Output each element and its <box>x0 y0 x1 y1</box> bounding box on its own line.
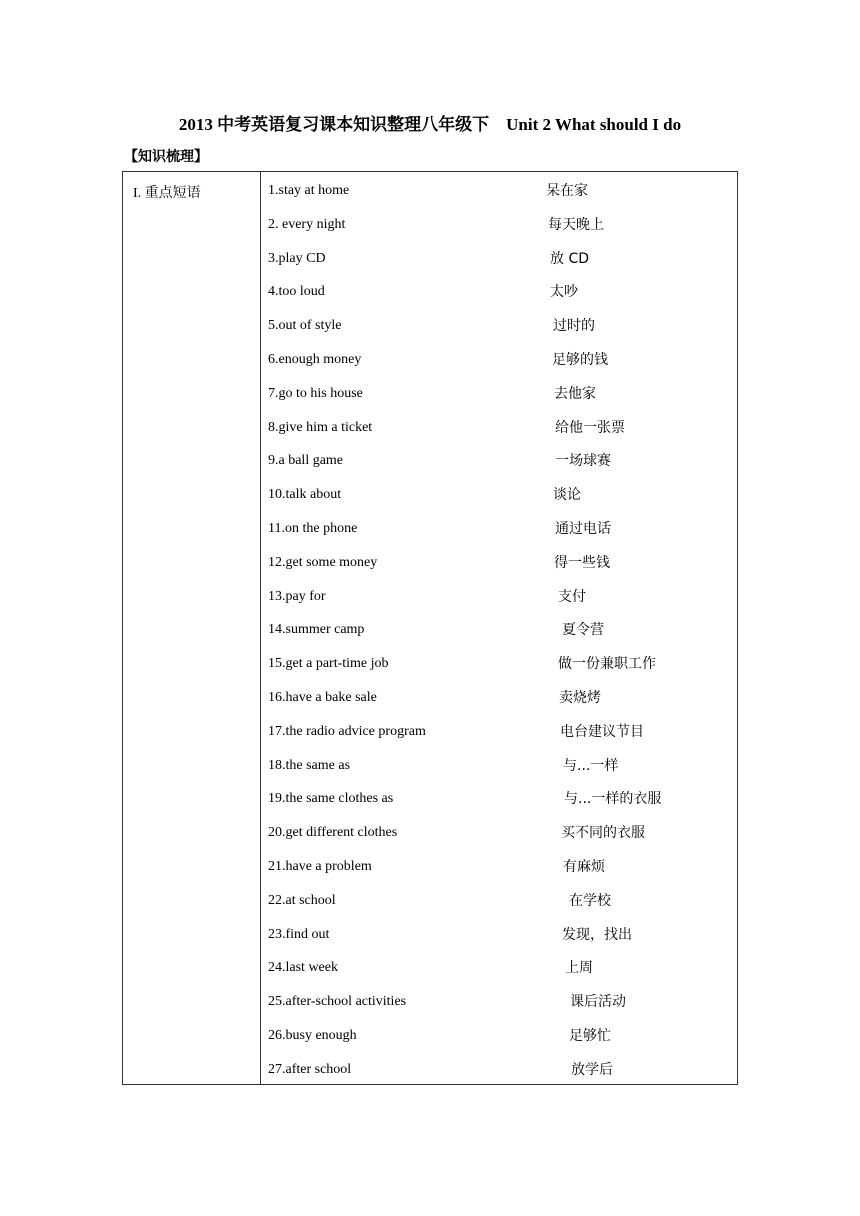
phrase-row <box>268 1060 737 1094</box>
phrase-english: 8.give him a ticket <box>268 419 373 435</box>
phrase-chinese: 足够的钱 <box>552 352 608 368</box>
phrase-list <box>268 172 737 1084</box>
phrase-row <box>268 282 737 316</box>
phrase-row <box>268 620 737 654</box>
phrase-chinese: 上周 <box>565 960 593 977</box>
phrase-row <box>268 1026 737 1060</box>
phrase-english: 12.get some money <box>268 554 378 570</box>
phrase-row <box>268 485 737 519</box>
phrase-chinese: 支付 <box>558 588 586 605</box>
phrase-english: 24.last week <box>268 960 338 976</box>
phrase-chinese: 在学校 <box>569 892 611 909</box>
phrase-chinese: 放 CD <box>550 250 590 267</box>
phrase-chinese: 做一份兼职工作 <box>558 656 656 673</box>
column-divider <box>260 172 261 1084</box>
phrase-chinese: 一场球赛 <box>555 453 611 470</box>
phrase-row <box>268 958 737 992</box>
phrase-row <box>268 756 737 790</box>
phrase-chinese: 呆在家 <box>546 183 588 199</box>
phrase-english: 9.a ball game <box>268 453 344 469</box>
phrase-chinese: 给他一张票 <box>555 419 625 436</box>
phrase-chinese: 电台建议节目 <box>560 723 644 740</box>
phrase-chinese: 夏令营 <box>562 622 604 639</box>
phrase-english: 25.after-school activities <box>268 994 407 1010</box>
phrase-chinese: 足够忙 <box>569 1028 611 1044</box>
phrase-english: 14.summer camp <box>268 622 365 638</box>
phrase-english: 16.have a bake sale <box>268 690 377 705</box>
phrase-english: 20.get different clothes <box>268 825 398 841</box>
phrase-row <box>268 181 737 215</box>
phrase-chinese: 与...一样的衣服 <box>564 791 662 808</box>
phrase-chinese: 谈论 <box>553 487 581 504</box>
phrase-english: 1.stay at home <box>268 183 350 198</box>
phrase-chinese: 放学后 <box>571 1061 613 1078</box>
phrase-chinese: 有麻烦 <box>563 859 605 875</box>
phrase-row <box>268 925 737 959</box>
phrase-english: 13.pay for <box>268 588 326 604</box>
phrase-chinese: 通过电话 <box>555 521 611 537</box>
phrase-english: 4.too loud <box>268 284 325 300</box>
phrase-english: 17.the radio advice program <box>268 723 426 739</box>
phrase-row <box>268 722 737 756</box>
phrase-row <box>268 350 737 384</box>
phrase-row <box>268 688 737 722</box>
phrase-english: 21.have a problem <box>268 859 372 874</box>
phrase-row <box>268 215 737 249</box>
phrase-english: 19.the same clothes as <box>268 791 394 807</box>
phrase-row <box>268 823 737 857</box>
phrase-row <box>268 992 737 1026</box>
phrase-english: 11.on the phone <box>268 521 358 536</box>
phrase-chinese: 发现，找出 <box>562 926 632 943</box>
phrase-chinese: 买不同的衣服 <box>561 825 645 842</box>
phrase-row <box>268 316 737 350</box>
phrase-row <box>268 857 737 891</box>
phrase-row <box>268 654 737 688</box>
phrase-row <box>268 519 737 553</box>
phrase-english: 22.at school <box>268 892 336 908</box>
phrase-chinese: 与...一样 <box>563 757 619 774</box>
phrase-row <box>268 553 737 587</box>
phrase-english: 15.get a part-time job <box>268 656 389 672</box>
phrase-row <box>268 587 737 621</box>
phrase-english: 26.busy enough <box>268 1028 357 1043</box>
phrase-english: 27.after school <box>268 1061 352 1077</box>
row-label: I. 重点短语 <box>133 186 201 201</box>
phrase-chinese: 太吵 <box>550 284 578 301</box>
phrase-english: 5.out of style <box>268 318 342 334</box>
document-title: 2013 中考英语复习课本知识整理八年级下 Unit 2 What should I do <box>178 115 682 134</box>
phrase-row <box>268 418 737 452</box>
phrase-row <box>268 891 737 925</box>
phrase-row <box>268 789 737 823</box>
phrase-row <box>268 451 737 485</box>
phrase-chinese: 得一些钱 <box>554 554 610 571</box>
phrase-chinese: 去他家 <box>554 385 596 402</box>
phrase-chinese: 过时的 <box>553 318 595 335</box>
section-heading: 【知识梳理】 <box>124 150 208 165</box>
phrase-english: 23.find out <box>268 926 330 942</box>
phrase-table <box>122 171 738 1085</box>
phrase-english: 6.enough money <box>268 352 362 367</box>
phrase-row <box>268 249 737 283</box>
phrase-english: 10.talk about <box>268 487 342 503</box>
phrase-english: 18.the same as <box>268 757 351 773</box>
phrase-english: 3.play CD <box>268 250 326 266</box>
phrase-chinese: 卖烧烤 <box>559 690 601 706</box>
phrase-chinese: 课后活动 <box>570 994 626 1011</box>
phrase-chinese: 每天晚上 <box>548 216 604 233</box>
phrase-row <box>268 384 737 418</box>
phrase-english: 2. every night <box>268 216 346 232</box>
phrase-english: 7.go to his house <box>268 385 363 401</box>
